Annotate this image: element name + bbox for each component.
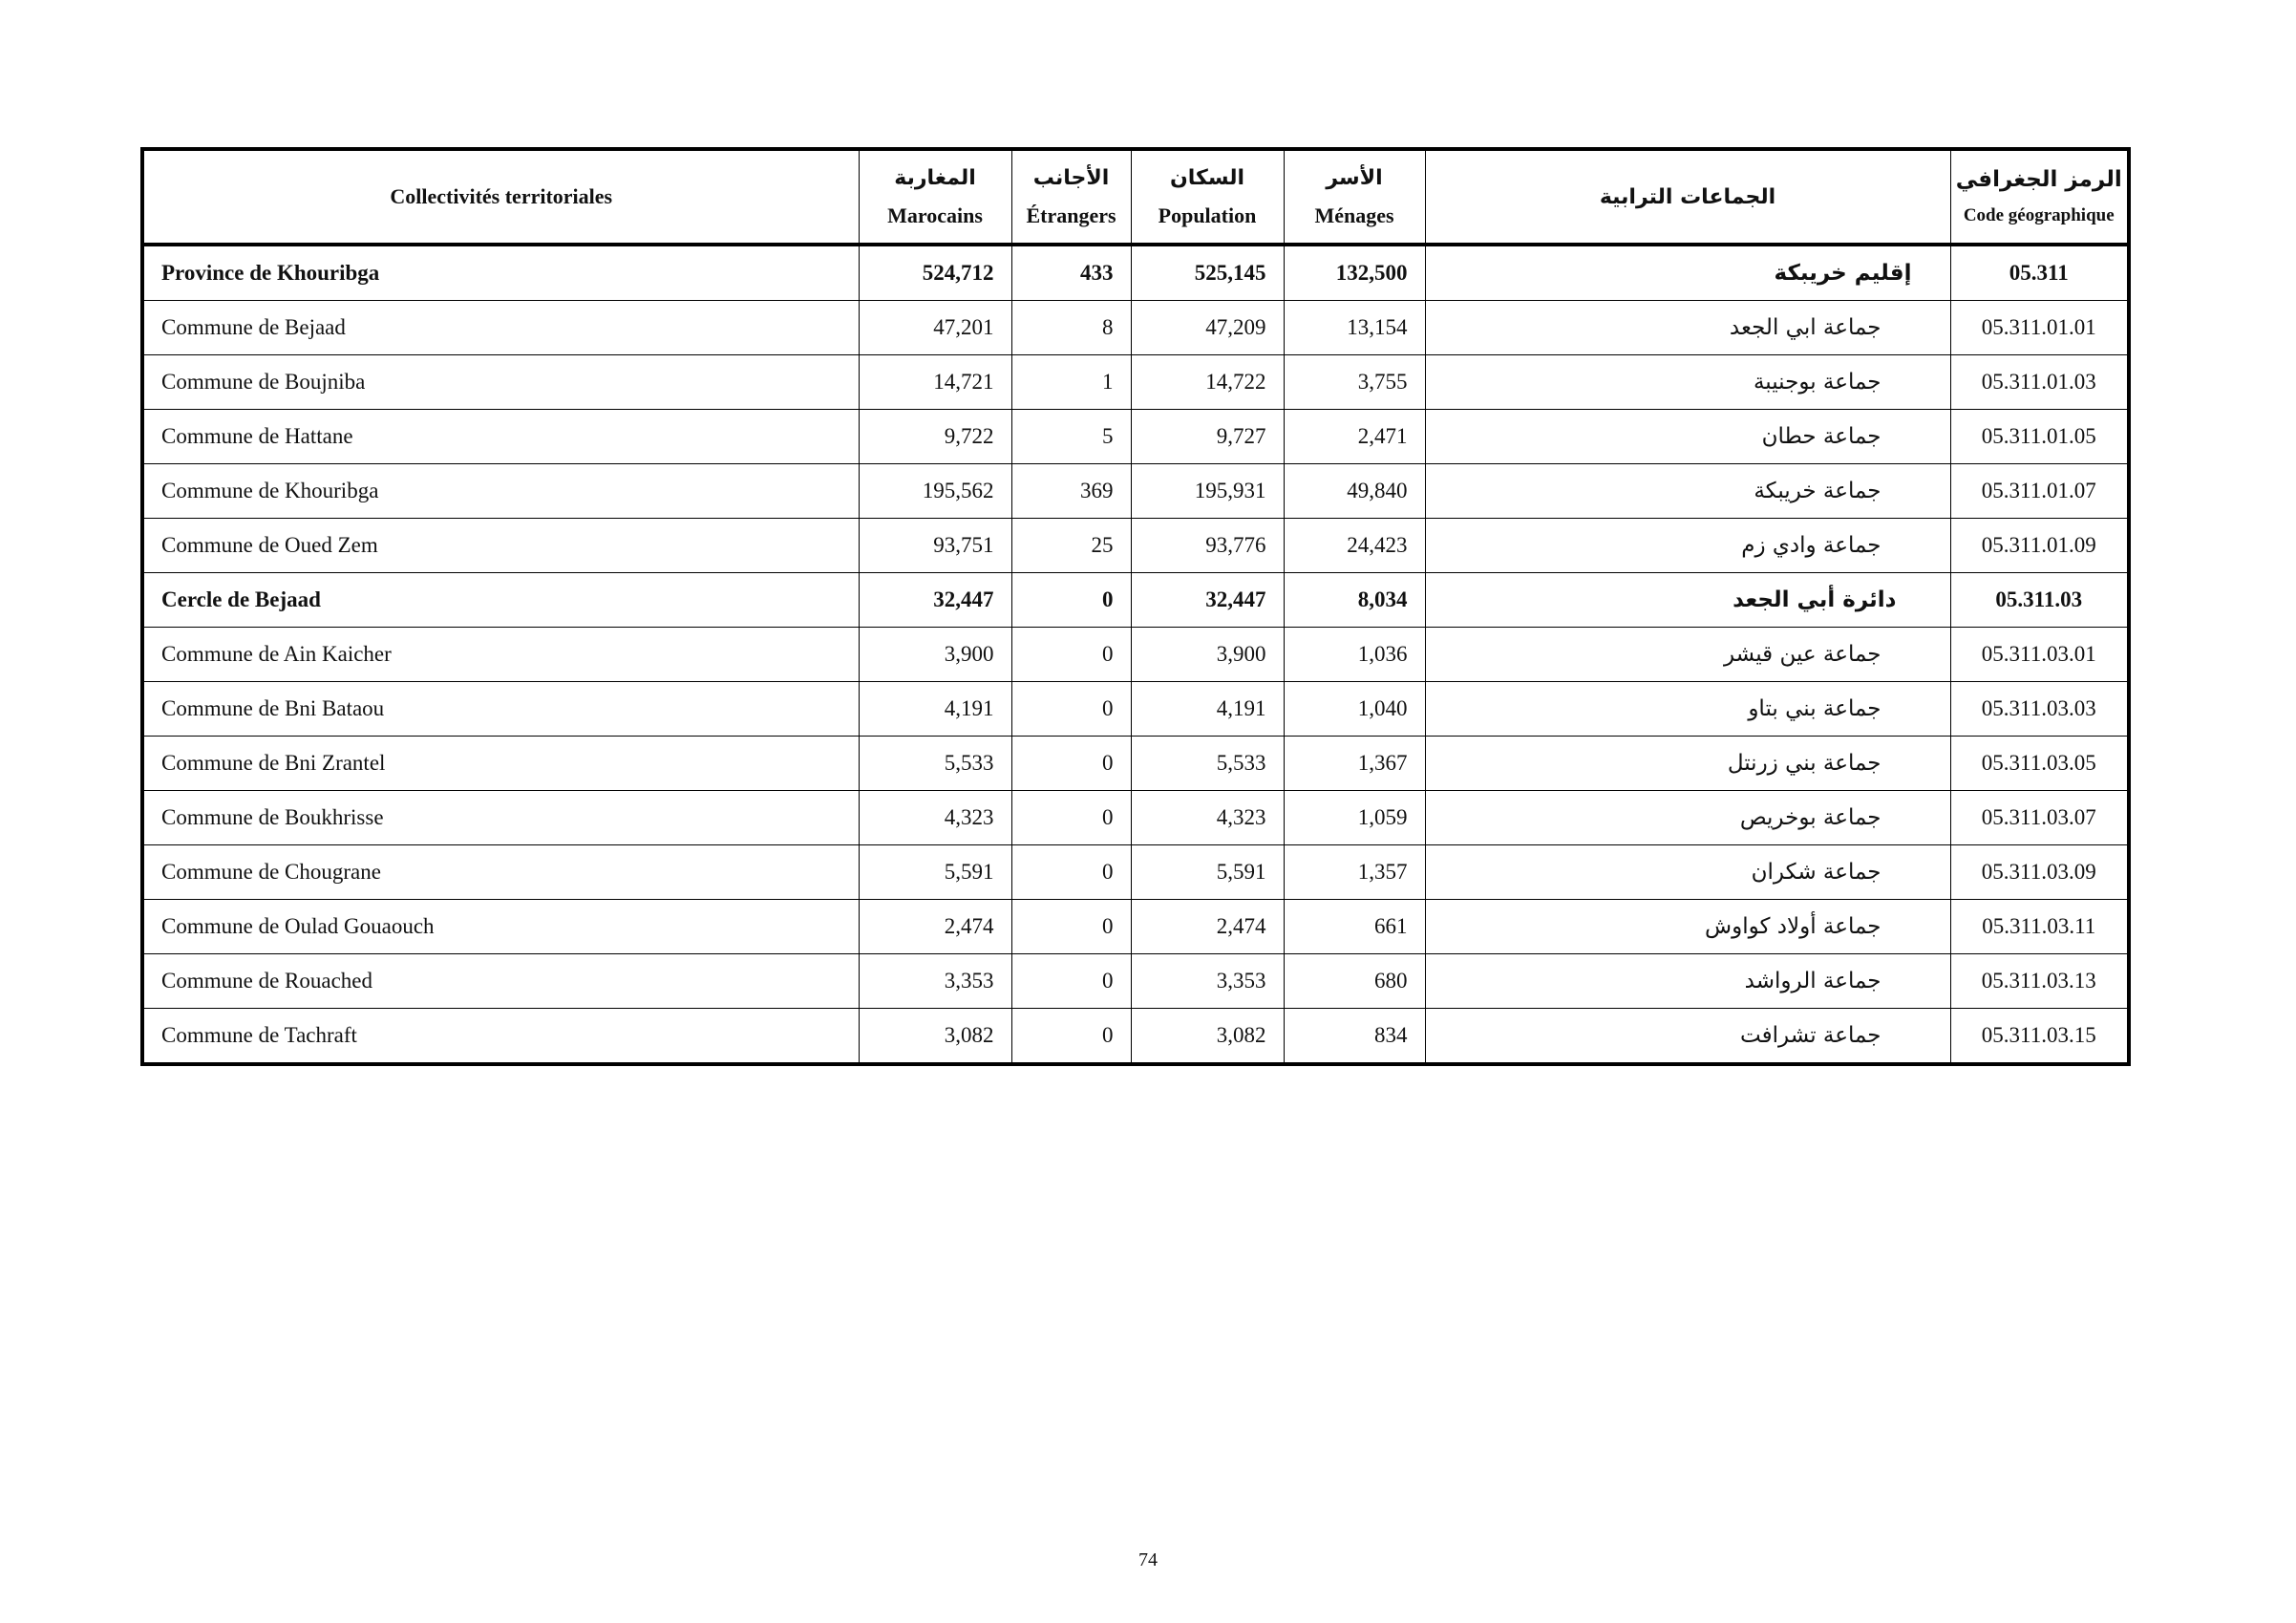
cell-menages: 8,034 <box>1284 573 1425 628</box>
header-code <box>1950 149 2129 245</box>
header-etrangers-fr: Étrangers <box>1026 203 1116 227</box>
cell-name: Commune de Bni Zrantel <box>142 737 859 791</box>
cell-code: 05.311.03.03 <box>1950 682 2129 737</box>
header-collectivites-label: Collectivités territoriales <box>390 184 613 208</box>
cell-menages: 3,755 <box>1284 355 1425 410</box>
cell-etrangers: 0 <box>1011 954 1131 1009</box>
cell-name-ar: جماعة تشرافت <box>1425 1009 1950 1065</box>
header-marocains <box>859 149 1011 245</box>
cell-marocains: 3,353 <box>859 954 1011 1009</box>
cell-menages: 1,367 <box>1284 737 1425 791</box>
cell-menages: 680 <box>1284 954 1425 1009</box>
cell-code: 05.311.03.05 <box>1950 737 2129 791</box>
cell-name: Commune de Ain Kaicher <box>142 628 859 682</box>
cell-menages: 834 <box>1284 1009 1425 1065</box>
cell-etrangers: 0 <box>1011 628 1131 682</box>
cell-name: Commune de Bejaad <box>142 301 859 355</box>
cell-code: 05.311.03 <box>1950 573 2129 628</box>
cell-menages: 2,471 <box>1284 410 1425 464</box>
table-row <box>142 355 2129 410</box>
header-menages-fr: Ménages <box>1314 203 1394 227</box>
cell-marocains: 5,533 <box>859 737 1011 791</box>
cell-population: 525,145 <box>1131 245 1284 301</box>
header-marocains-ar: المغاربة <box>894 165 976 190</box>
table-row <box>142 301 2129 355</box>
cell-code: 05.311.01.03 <box>1950 355 2129 410</box>
cell-population: 4,191 <box>1131 682 1284 737</box>
cell-population: 93,776 <box>1131 519 1284 573</box>
census-table <box>140 147 2131 1066</box>
table-row <box>142 845 2129 900</box>
cell-etrangers: 0 <box>1011 845 1131 900</box>
cell-name-ar: جماعة عين قيشر <box>1425 628 1950 682</box>
header-jamaat-ar: الجماعات الترابية <box>1599 185 1776 209</box>
cell-code: 05.311.01.09 <box>1950 519 2129 573</box>
cell-menages: 13,154 <box>1284 301 1425 355</box>
cell-code: 05.311.03.11 <box>1950 900 2129 954</box>
cell-code: 05.311.01.05 <box>1950 410 2129 464</box>
cell-name-ar: جماعة خريبكة <box>1425 464 1950 519</box>
cell-marocains: 14,721 <box>859 355 1011 410</box>
cell-name-ar: جماعة بني بتاو <box>1425 682 1950 737</box>
cell-code: 05.311.03.15 <box>1950 1009 2129 1065</box>
header-etrangers-ar: الأجانب <box>1032 165 1110 190</box>
cell-menages: 661 <box>1284 900 1425 954</box>
cell-marocains: 2,474 <box>859 900 1011 954</box>
table-header <box>142 149 2129 245</box>
cell-marocains: 524,712 <box>859 245 1011 301</box>
cell-menages: 49,840 <box>1284 464 1425 519</box>
cell-name: Cercle de Bejaad <box>142 573 859 628</box>
cell-marocains: 4,191 <box>859 682 1011 737</box>
cell-population: 195,931 <box>1131 464 1284 519</box>
cell-name-ar: جماعة بني زرنتل <box>1425 737 1950 791</box>
header-row <box>142 149 2129 245</box>
header-population <box>1131 149 1284 245</box>
table-row <box>142 791 2129 845</box>
cell-name: Commune de Oulad Gouaouch <box>142 900 859 954</box>
cell-marocains: 3,082 <box>859 1009 1011 1065</box>
cell-name: Commune de Rouached <box>142 954 859 1009</box>
table-row <box>142 682 2129 737</box>
cell-code: 05.311.03.07 <box>1950 791 2129 845</box>
cell-code: 05.311 <box>1950 245 2129 301</box>
page-number: 74 <box>1138 1549 1158 1570</box>
cell-etrangers: 0 <box>1011 682 1131 737</box>
cell-name: Commune de Boujniba <box>142 355 859 410</box>
table-row <box>142 1009 2129 1065</box>
cell-etrangers: 369 <box>1011 464 1131 519</box>
cell-code: 05.311.03.13 <box>1950 954 2129 1009</box>
cell-menages: 1,357 <box>1284 845 1425 900</box>
cell-code: 05.311.03.09 <box>1950 845 2129 900</box>
header-jamaat <box>1425 149 1950 245</box>
cell-etrangers: 0 <box>1011 791 1131 845</box>
header-collectivites <box>142 149 859 245</box>
cell-name: Commune de Tachraft <box>142 1009 859 1065</box>
header-menages-ar: الأسر <box>1326 165 1383 190</box>
cell-population: 3,082 <box>1131 1009 1284 1065</box>
cell-name-ar: جماعة أولاد كواوش <box>1425 900 1950 954</box>
cell-menages: 132,500 <box>1284 245 1425 301</box>
cell-name: Commune de Hattane <box>142 410 859 464</box>
cell-marocains: 47,201 <box>859 301 1011 355</box>
cell-etrangers: 25 <box>1011 519 1131 573</box>
cell-etrangers: 0 <box>1011 1009 1131 1065</box>
cell-population: 32,447 <box>1131 573 1284 628</box>
cell-population: 5,533 <box>1131 737 1284 791</box>
cell-marocains: 195,562 <box>859 464 1011 519</box>
table-row <box>142 900 2129 954</box>
cell-marocains: 3,900 <box>859 628 1011 682</box>
cell-population: 3,353 <box>1131 954 1284 1009</box>
cell-menages: 1,036 <box>1284 628 1425 682</box>
header-menages <box>1284 149 1425 245</box>
cell-name-ar: جماعة شكران <box>1425 845 1950 900</box>
table-row <box>142 245 2129 301</box>
table-row <box>142 573 2129 628</box>
cell-population: 2,474 <box>1131 900 1284 954</box>
cell-name-ar: إقليم خريبكة <box>1425 245 1950 301</box>
cell-etrangers: 0 <box>1011 900 1131 954</box>
header-etrangers <box>1011 149 1131 245</box>
table-row <box>142 628 2129 682</box>
header-marocains-fr: Marocains <box>887 203 983 227</box>
header-code-fr: Code géographique <box>1963 205 2115 225</box>
cell-name: Commune de Boukhrisse <box>142 791 859 845</box>
cell-code: 05.311.01.01 <box>1950 301 2129 355</box>
table-row <box>142 410 2129 464</box>
cell-name: Commune de Chougrane <box>142 845 859 900</box>
cell-population: 3,900 <box>1131 628 1284 682</box>
cell-etrangers: 1 <box>1011 355 1131 410</box>
cell-marocains: 32,447 <box>859 573 1011 628</box>
cell-name: Commune de Khouribga <box>142 464 859 519</box>
cell-menages: 1,040 <box>1284 682 1425 737</box>
cell-population: 47,209 <box>1131 301 1284 355</box>
cell-name: Commune de Bni Bataou <box>142 682 859 737</box>
cell-name: Commune de Oued Zem <box>142 519 859 573</box>
cell-menages: 1,059 <box>1284 791 1425 845</box>
cell-name-ar: جماعة حطان <box>1425 410 1950 464</box>
cell-population: 5,591 <box>1131 845 1284 900</box>
cell-name-ar: جماعة الرواشد <box>1425 954 1950 1009</box>
header-population-fr: Population <box>1158 203 1257 227</box>
header-population-ar: السكان <box>1169 165 1245 190</box>
table-row <box>142 464 2129 519</box>
table-row <box>142 954 2129 1009</box>
table-row <box>142 737 2129 791</box>
cell-menages: 24,423 <box>1284 519 1425 573</box>
cell-etrangers: 0 <box>1011 573 1131 628</box>
cell-etrangers: 0 <box>1011 737 1131 791</box>
cell-population: 14,722 <box>1131 355 1284 410</box>
cell-population: 9,727 <box>1131 410 1284 464</box>
header-code-ar: الرمز الجغرافي <box>1955 167 2122 192</box>
cell-population: 4,323 <box>1131 791 1284 845</box>
cell-marocains: 5,591 <box>859 845 1011 900</box>
cell-etrangers: 433 <box>1011 245 1131 301</box>
cell-name-ar: جماعة بوخريص <box>1425 791 1950 845</box>
cell-name-ar: دائرة أبي الجعد <box>1425 573 1950 628</box>
table-body <box>142 245 2129 1064</box>
cell-code: 05.311.03.01 <box>1950 628 2129 682</box>
cell-name: Province de Khouribga <box>142 245 859 301</box>
cell-etrangers: 8 <box>1011 301 1131 355</box>
cell-name-ar: جماعة بوجنيبة <box>1425 355 1950 410</box>
cell-name-ar: جماعة ابي الجعد <box>1425 301 1950 355</box>
cell-code: 05.311.01.07 <box>1950 464 2129 519</box>
cell-etrangers: 5 <box>1011 410 1131 464</box>
cell-name-ar: جماعة وادي زم <box>1425 519 1950 573</box>
cell-marocains: 93,751 <box>859 519 1011 573</box>
cell-marocains: 4,323 <box>859 791 1011 845</box>
table-row <box>142 519 2129 573</box>
cell-marocains: 9,722 <box>859 410 1011 464</box>
